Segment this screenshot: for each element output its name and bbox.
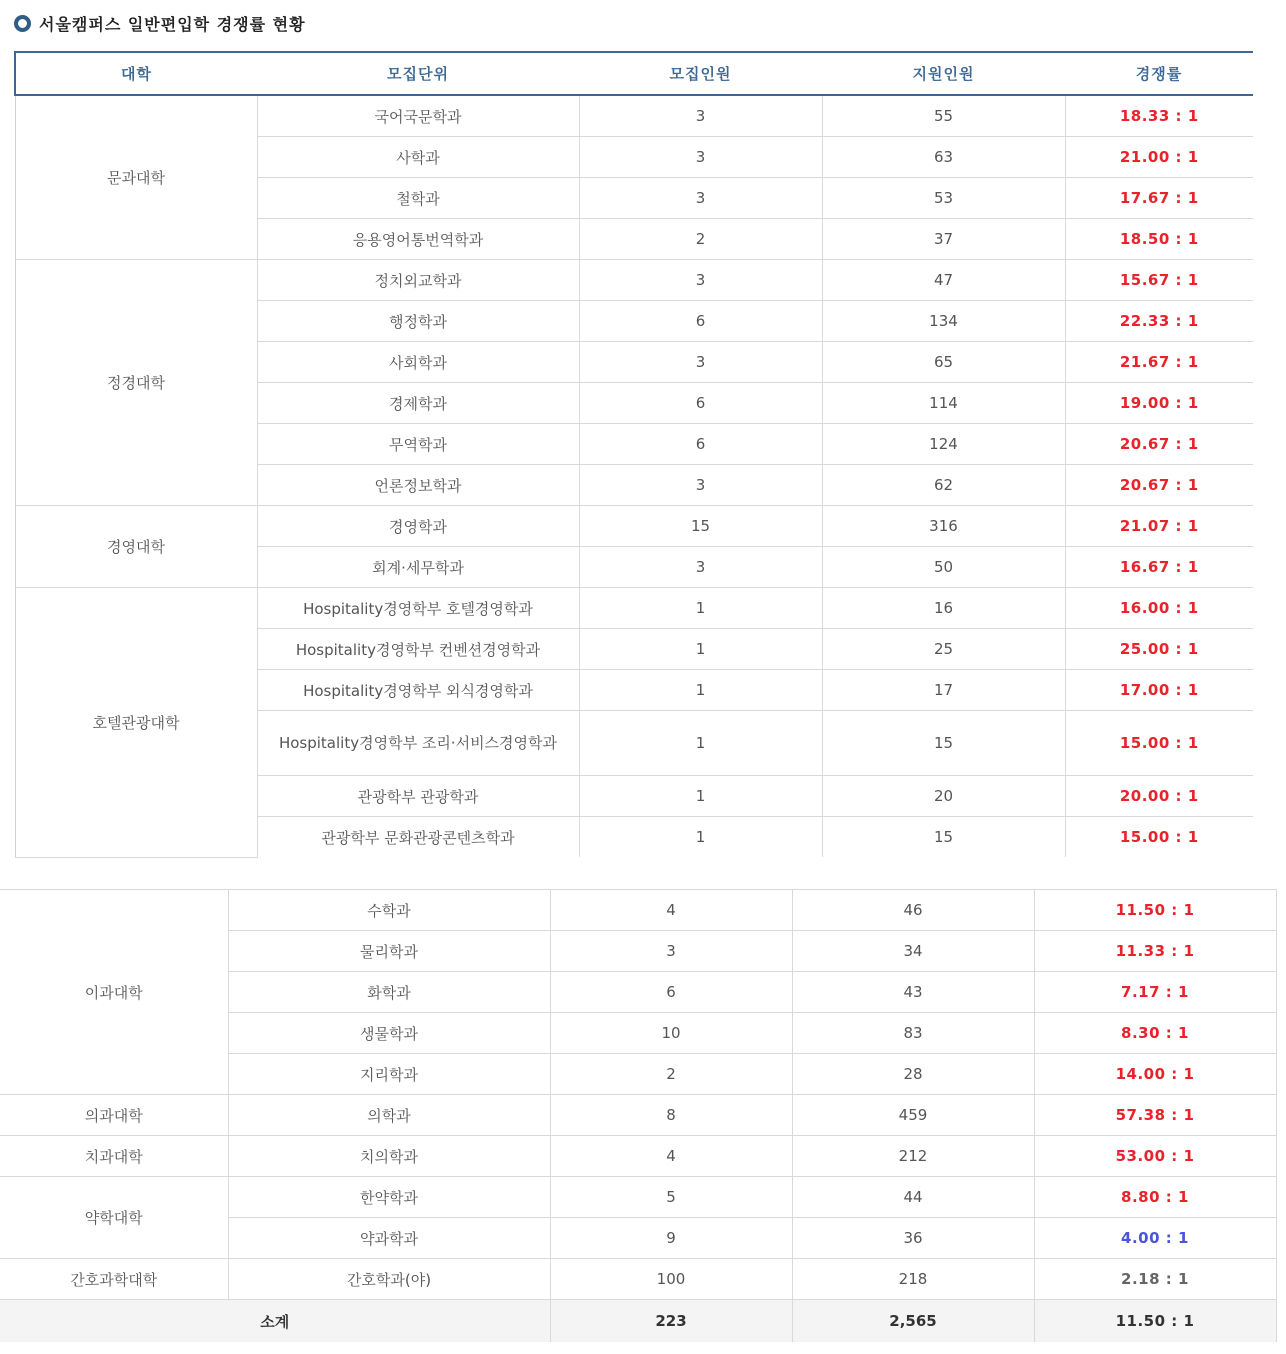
ratio-cell: 25.00 : 1: [1065, 629, 1253, 670]
total-label: 소계: [0, 1300, 550, 1343]
unit-cell: 관광학부 문화관광콘텐츠학과: [257, 817, 579, 858]
ratio-cell: 22.33 : 1: [1065, 301, 1253, 342]
ratio-cell: 20.00 : 1: [1065, 776, 1253, 817]
applicants-cell: 20: [822, 776, 1065, 817]
quota-cell: 4: [550, 890, 792, 931]
quota-cell: 3: [579, 178, 822, 219]
table-header-row: [15, 52, 1253, 95]
ratio-cell: 4.00 : 1: [1034, 1218, 1276, 1259]
quota-cell: 1: [579, 670, 822, 711]
applicants-cell: 459: [792, 1095, 1034, 1136]
quota-cell: 3: [579, 137, 822, 178]
applicants-cell: 114: [822, 383, 1065, 424]
unit-cell: 약과학과: [228, 1218, 550, 1259]
ratio-cell: 21.07 : 1: [1065, 506, 1253, 547]
quota-cell: 15: [579, 506, 822, 547]
quota-cell: 1: [579, 817, 822, 858]
ratio-cell: 15.00 : 1: [1065, 711, 1253, 776]
total-quota: 223: [550, 1300, 792, 1343]
unit-cell: 철학과: [257, 178, 579, 219]
unit-cell: 국어국문학과: [257, 95, 579, 137]
applicants-cell: 34: [792, 931, 1034, 972]
unit-cell: Hospitality경영학부 외식경영학과: [257, 670, 579, 711]
unit-cell: 사회학과: [257, 342, 579, 383]
applicants-cell: 43: [792, 972, 1034, 1013]
quota-cell: 8: [550, 1095, 792, 1136]
header-college: 대학: [15, 52, 257, 95]
quota-cell: 6: [579, 383, 822, 424]
header-quota: 모집인원: [579, 52, 822, 95]
quota-cell: 5: [550, 1177, 792, 1218]
quota-cell: 3: [579, 260, 822, 301]
quota-cell: 1: [579, 776, 822, 817]
table-row: [0, 1095, 1276, 1136]
unit-cell: Hospitality경영학부 조리·서비스경영학과: [257, 711, 579, 776]
applicants-cell: 17: [822, 670, 1065, 711]
table-row: [0, 1177, 1276, 1218]
section-title: 서울캠퍼스 일반편입학 경쟁률 현황: [39, 14, 306, 34]
ratio-cell: 16.67 : 1: [1065, 547, 1253, 588]
applicants-cell: 47: [822, 260, 1065, 301]
unit-cell: 경제학과: [257, 383, 579, 424]
ratio-cell: 19.00 : 1: [1065, 383, 1253, 424]
applicants-cell: 25: [822, 629, 1065, 670]
applicants-cell: 44: [792, 1177, 1034, 1218]
unit-cell: 행정학과: [257, 301, 579, 342]
applicants-cell: 55: [822, 95, 1065, 137]
ratio-cell: 18.50 : 1: [1065, 219, 1253, 260]
ratio-cell: 7.17 : 1: [1034, 972, 1276, 1013]
quota-cell: 9: [550, 1218, 792, 1259]
table-row: [0, 1259, 1276, 1300]
quota-cell: 2: [579, 219, 822, 260]
quota-cell: 6: [579, 301, 822, 342]
quota-cell: 1: [579, 588, 822, 629]
ratio-cell: 21.00 : 1: [1065, 137, 1253, 178]
applicants-cell: 53: [822, 178, 1065, 219]
unit-cell: 생물학과: [228, 1013, 550, 1054]
ratio-cell: 14.00 : 1: [1034, 1054, 1276, 1095]
unit-cell: 사학과: [257, 137, 579, 178]
competition-table-bottom: [0, 889, 1277, 1342]
applicants-cell: 50: [822, 547, 1065, 588]
unit-cell: Hospitality경영학부 호텔경영학과: [257, 588, 579, 629]
ratio-cell: 21.67 : 1: [1065, 342, 1253, 383]
table-row: [15, 588, 1253, 629]
ratio-cell: 11.33 : 1: [1034, 931, 1276, 972]
total-applicants: 2,565: [792, 1300, 1034, 1343]
quota-cell: 4: [550, 1136, 792, 1177]
circle-bullet-icon: [14, 15, 31, 32]
unit-cell: 회계·세무학과: [257, 547, 579, 588]
college-cell: 문과대학: [15, 95, 257, 260]
applicants-cell: 28: [792, 1054, 1034, 1095]
quota-cell: 6: [550, 972, 792, 1013]
quota-cell: 100: [550, 1259, 792, 1300]
ratio-cell: 18.33 : 1: [1065, 95, 1253, 137]
quota-cell: 1: [579, 711, 822, 776]
quota-cell: 3: [579, 95, 822, 137]
quota-cell: 3: [579, 547, 822, 588]
ratio-cell: 8.80 : 1: [1034, 1177, 1276, 1218]
applicants-cell: 36: [792, 1218, 1034, 1259]
applicants-cell: 316: [822, 506, 1065, 547]
unit-cell: 경영학과: [257, 506, 579, 547]
college-cell: 의과대학: [0, 1095, 228, 1136]
applicants-cell: 46: [792, 890, 1034, 931]
ratio-cell: 17.67 : 1: [1065, 178, 1253, 219]
unit-cell: 화학과: [228, 972, 550, 1013]
table-row: [15, 506, 1253, 547]
unit-cell: 응용영어통번역학과: [257, 219, 579, 260]
applicants-cell: 37: [822, 219, 1065, 260]
college-cell: 경영대학: [15, 506, 257, 588]
unit-cell: 언론정보학과: [257, 465, 579, 506]
unit-cell: 정치외교학과: [257, 260, 579, 301]
applicants-cell: 15: [822, 711, 1065, 776]
applicants-cell: 134: [822, 301, 1065, 342]
ratio-cell: 16.00 : 1: [1065, 588, 1253, 629]
ratio-cell: 8.30 : 1: [1034, 1013, 1276, 1054]
applicants-cell: 15: [822, 817, 1065, 858]
ratio-cell: 2.18 : 1: [1034, 1259, 1276, 1300]
total-row: [0, 1300, 1276, 1343]
college-cell: 간호과학대학: [0, 1259, 228, 1300]
header-applicants: 지원인원: [822, 52, 1065, 95]
unit-cell: 간호학과(야): [228, 1259, 550, 1300]
ratio-cell: 57.38 : 1: [1034, 1095, 1276, 1136]
header-unit: 모집단위: [257, 52, 579, 95]
unit-cell: 한약학과: [228, 1177, 550, 1218]
ratio-cell: 20.67 : 1: [1065, 424, 1253, 465]
unit-cell: 관광학부 관광학과: [257, 776, 579, 817]
ratio-cell: 20.67 : 1: [1065, 465, 1253, 506]
quota-cell: 2: [550, 1054, 792, 1095]
ratio-cell: 11.50 : 1: [1034, 890, 1276, 931]
quota-cell: 6: [579, 424, 822, 465]
unit-cell: Hospitality경영학부 컨벤션경영학과: [257, 629, 579, 670]
unit-cell: 무역학과: [257, 424, 579, 465]
quota-cell: 10: [550, 1013, 792, 1054]
college-cell: 치과대학: [0, 1136, 228, 1177]
quota-cell: 3: [579, 342, 822, 383]
unit-cell: 물리학과: [228, 931, 550, 972]
applicants-cell: 65: [822, 342, 1065, 383]
college-cell: 정경대학: [15, 260, 257, 506]
section-heading: [14, 11, 306, 35]
applicants-cell: 218: [792, 1259, 1034, 1300]
applicants-cell: 83: [792, 1013, 1034, 1054]
table-row: [0, 890, 1276, 931]
ratio-cell: 17.00 : 1: [1065, 670, 1253, 711]
applicants-cell: 16: [822, 588, 1065, 629]
quota-cell: 1: [579, 629, 822, 670]
college-cell: 약학대학: [0, 1177, 228, 1259]
college-cell: 이과대학: [0, 890, 228, 1095]
table-row: [15, 95, 1253, 137]
ratio-cell: 15.00 : 1: [1119, 828, 1199, 846]
unit-cell: 지리학과: [228, 1054, 550, 1095]
unit-cell: 수학과: [228, 890, 550, 931]
applicants-cell: 62: [822, 465, 1065, 506]
table-row: [15, 260, 1253, 301]
unit-cell: 치의학과: [228, 1136, 550, 1177]
applicants-cell: 63: [822, 137, 1065, 178]
applicants-cell: 212: [792, 1136, 1034, 1177]
table-row: [0, 1136, 1276, 1177]
total-ratio: 11.50 : 1: [1034, 1300, 1276, 1343]
header-ratio: 경쟁률: [1065, 52, 1253, 95]
quota-cell: 3: [550, 931, 792, 972]
ratio-cell: 53.00 : 1: [1034, 1136, 1276, 1177]
applicants-cell: 124: [822, 424, 1065, 465]
unit-cell: 의학과: [228, 1095, 550, 1136]
quota-cell: 3: [579, 465, 822, 506]
competition-table-top: [14, 51, 1253, 858]
college-cell: 호텔관광대학: [15, 588, 257, 858]
ratio-cell: 15.67 : 1: [1065, 260, 1253, 301]
